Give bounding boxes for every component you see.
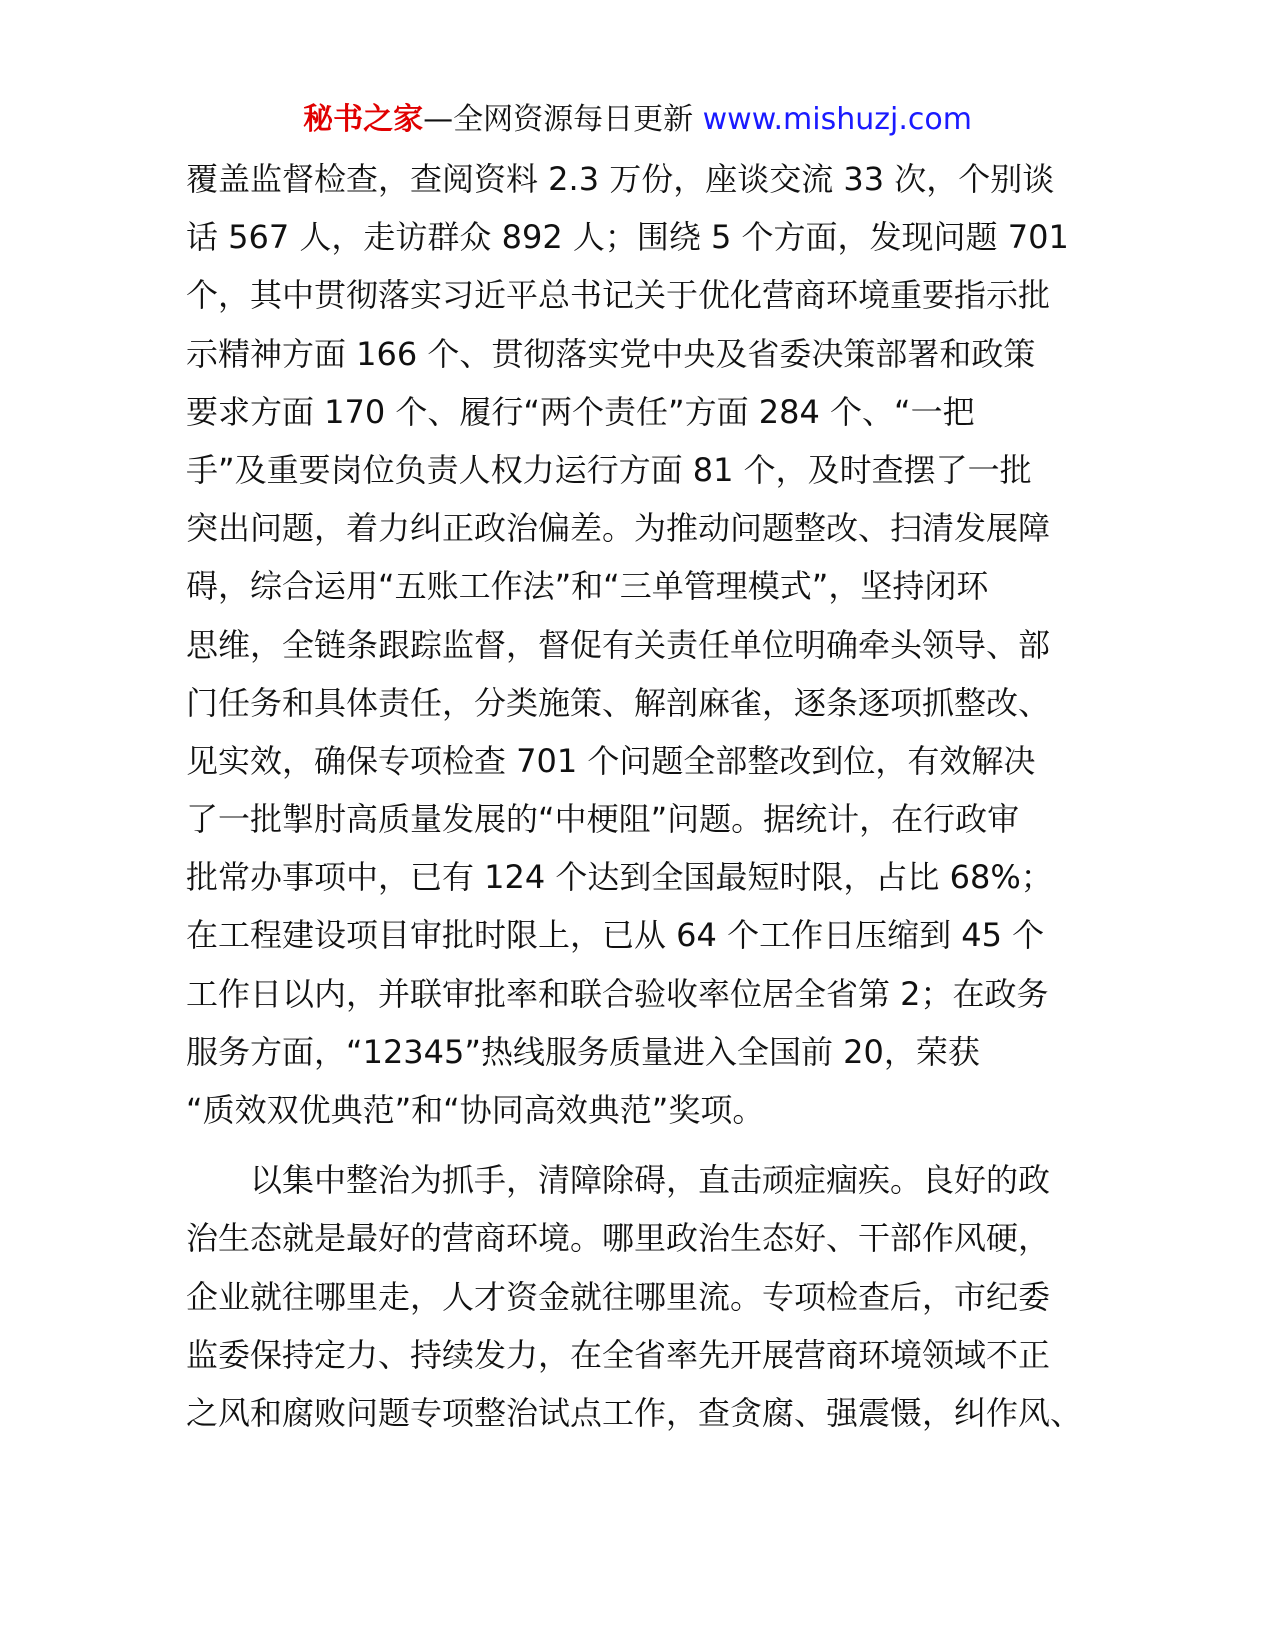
document-body <box>186 150 1101 1442</box>
text-line: 工作日以内，并联审批率和联合验收率位居全省第 2；在政务 <box>186 974 1049 1013</box>
text-line: 之风和腐败问题专项整治试点工作，查贪腐、强震慑，纠作风、 <box>186 1393 1083 1432</box>
text-line: 个，其中贯彻落实习近平总书记关于优化营商环境重要指示批 <box>186 276 1051 315</box>
text-line: 碍，综合运用“五账工作法”和“三单管理模式”，坚持闭环 <box>186 567 989 606</box>
text-line: 见实效，确保专项检查 701 个问题全部整改到位，有效解决 <box>186 741 1036 780</box>
text-line: 手”及重要岗位负责人权力运行方面 81 个，及时查摆了一批 <box>186 450 1032 489</box>
site-brand: 秘书之家 <box>303 102 424 137</box>
text-line: 门任务和具体责任，分类施策、解剖麻雀，逐条逐项抓整改、 <box>186 683 1051 722</box>
text-line: 示精神方面 166 个、贯彻落实党中央及省委决策部署和政策 <box>186 334 1036 373</box>
text-line: 以集中整治为抓手，清障除碍，直击顽症痼疾。良好的政 <box>186 1161 1051 1200</box>
site-header <box>0 100 1275 140</box>
site-tagline: —全网资源每日更新 <box>423 102 703 137</box>
site-url-link[interactable]: www.mishuzj.com <box>702 102 972 137</box>
text-line: 话 567 人，走访群众 892 人；围绕 5 个方面，发现问题 701 <box>186 218 1069 257</box>
text-line: 治生态就是最好的营商环境。哪里政治生态好、干部作风硬， <box>186 1219 1051 1258</box>
text-line: 覆盖监督检查，查阅资料 2.3 万份，座谈交流 33 次，个别谈 <box>186 160 1055 198</box>
text-line: 在工程建设项目审批时限上，已从 64 个工作日压缩到 45 个 <box>186 916 1045 955</box>
text-line: 突出问题，着力纠正政治偏差。为推动问题整改、扫清发展障 <box>186 509 1051 548</box>
paragraph-1 <box>186 150 1101 1139</box>
text-line: 服务方面，“12345”热线服务质量进入全国前 20，荣获 <box>186 1032 980 1071</box>
text-line: 监委保持定力、持续发力，在全省率先开展营商环境领域不正 <box>186 1335 1051 1374</box>
paragraph-2 <box>186 1151 1101 1442</box>
text-line: 了一批掣肘高质量发展的“中梗阻”问题。据统计，在行政审 <box>186 800 1020 839</box>
text-line: 要求方面 170 个、履行“两个责任”方面 284 个、“一把 <box>186 392 975 431</box>
text-line: “质效双优典范”和“协同高效典范”奖项。 <box>186 1091 765 1129</box>
text-line: 企业就往哪里走，人才资金就往哪里流。专项检查后，市纪委 <box>186 1277 1051 1316</box>
text-line: 批常办事项中，已有 124 个达到全国最短时限，占比 68%； <box>186 858 1053 897</box>
text-line: 思维，全链条跟踪监督，督促有关责任单位明确牵头领导、部 <box>186 625 1051 664</box>
